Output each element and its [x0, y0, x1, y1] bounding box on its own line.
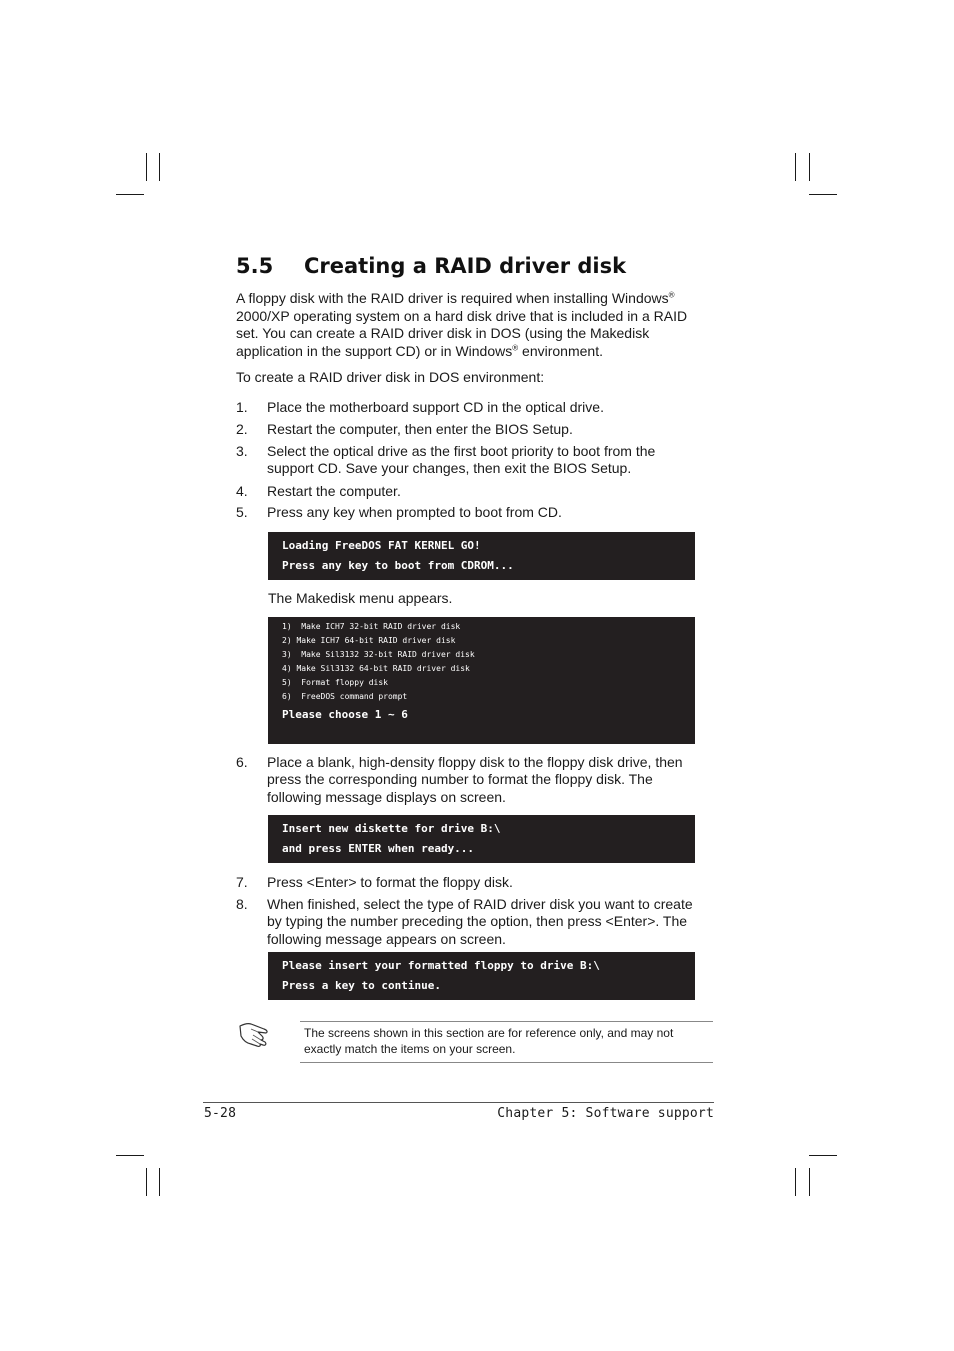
- intro-line3: set. You can create a RAID driver disk in DOS (using the Makedisk: [236, 325, 650, 341]
- intro-line4b: environment.: [518, 342, 603, 359]
- terminal-line: and press ENTER when ready...: [282, 842, 475, 855]
- menu-option: 5) Format floppy disk: [282, 678, 388, 687]
- note-text: [304, 1026, 709, 1057]
- crop-mark: [146, 1168, 147, 1196]
- lead-text: To create a RAID driver disk in DOS environment:: [236, 369, 545, 385]
- menu-option: 6) FreeDOS command prompt: [282, 692, 408, 701]
- menu-option: 3) Make Sil3132 32-bit RAID driver disk: [282, 650, 475, 659]
- menu-caption: The Makedisk menu appears.: [268, 590, 453, 606]
- step-line: Restart the computer, then enter the BIOS Setup.: [267, 421, 573, 437]
- terminal-line: Insert new diskette for drive B:\: [282, 822, 501, 835]
- crop-mark: [159, 153, 160, 181]
- makedisk-menu-screen: [268, 617, 695, 744]
- note-top-rule: [300, 1021, 713, 1022]
- intro-line4a: application in the support CD) or in Windows: [236, 342, 513, 359]
- intro-line: [236, 290, 706, 308]
- step-line: support CD. Save your changes, then exit the BIOS Setup.: [267, 460, 632, 477]
- menu-prompt: Please choose 1 ~ 6: [282, 708, 408, 721]
- chapter-title: Chapter 5: Software support: [497, 1106, 714, 1121]
- step-line: Select the optical drive as the first boot priority to boot from the: [267, 443, 656, 459]
- insert-diskette-screen: [268, 815, 695, 863]
- crop-mark: [116, 1155, 144, 1156]
- step-line: by typing the number preceding the option, then press <Enter>. The: [267, 913, 688, 930]
- section-title: Creating a RAID driver disk: [304, 254, 627, 278]
- registered-mark: ®: [668, 290, 675, 300]
- intro-line1: A floppy disk with the RAID driver is required when installing Windows: [236, 290, 669, 306]
- intro-line2: 2000/XP operating system on a hard disk drive that is included in a RAID: [236, 307, 688, 324]
- insert-floppy-screen: [268, 952, 695, 1000]
- step-text: [267, 754, 709, 806]
- intro-paragraph: [236, 290, 706, 360]
- hand-pointing-icon: [238, 1018, 274, 1048]
- boot-screen: [268, 532, 695, 580]
- step-line: following message displays on screen.: [267, 788, 506, 805]
- step-number: 4.: [236, 483, 248, 499]
- crop-mark: [795, 1168, 796, 1196]
- step-text: [267, 483, 709, 500]
- footer-rule: [203, 1102, 714, 1103]
- step-number: 5.: [236, 504, 248, 520]
- step-number: 7.: [236, 874, 248, 890]
- step-line: Press any key when prompted to boot from CD.: [267, 504, 562, 520]
- step-text: [267, 443, 709, 478]
- crop-mark: [809, 153, 810, 181]
- terminal-line: Loading FreeDOS FAT KERNEL GO!: [282, 539, 481, 552]
- step-text: [267, 399, 709, 416]
- terminal-line: Press a key to continue.: [282, 979, 441, 992]
- section-number: 5.5: [236, 254, 274, 278]
- note-line: The screens shown in this section are for reference only, and may not: [304, 1026, 674, 1040]
- crop-mark: [159, 1168, 160, 1196]
- step-text: [267, 874, 709, 891]
- crop-mark: [809, 1155, 837, 1156]
- intro-line: [236, 343, 706, 361]
- step-number: 6.: [236, 754, 248, 770]
- step-text: [267, 421, 709, 438]
- step-line: Place a blank, high-density floppy disk to the floppy disk drive, then: [267, 754, 683, 770]
- crop-mark: [116, 194, 144, 195]
- crop-mark: [795, 153, 796, 181]
- terminal-line: Please insert your formatted floppy to drive B:\: [282, 959, 600, 972]
- terminal-line: Press any key to boot from CDROM...: [282, 559, 514, 572]
- registered-mark: ®: [512, 342, 519, 352]
- crop-mark: [809, 194, 837, 195]
- step-line: Press <Enter> to format the floppy disk.: [267, 874, 513, 890]
- page-number: 5-28: [204, 1106, 237, 1121]
- note-line: exactly match the items on your screen.: [304, 1041, 516, 1056]
- step-line: When finished, select the type of RAID driver disk you want to create: [267, 896, 693, 912]
- step-text: [267, 896, 709, 948]
- crop-mark: [809, 1168, 810, 1196]
- menu-option: 1) Make ICH7 32-bit RAID driver disk: [282, 622, 461, 631]
- step-number: 8.: [236, 896, 248, 912]
- step-number: 2.: [236, 421, 248, 437]
- step-number: 3.: [236, 443, 248, 459]
- menu-option: 4) Make Sil3132 64-bit RAID driver disk: [282, 664, 470, 673]
- step-line: press the corresponding number to format the floppy disk. The: [267, 771, 653, 788]
- step-line: Place the motherboard support CD in the optical drive.: [267, 399, 604, 415]
- step-line: following message appears on screen.: [267, 930, 506, 947]
- step-line: Restart the computer.: [267, 483, 401, 499]
- section-heading: [236, 254, 626, 278]
- step-text: [267, 504, 709, 521]
- step-number: 1.: [236, 399, 248, 415]
- note-bottom-rule: [300, 1062, 713, 1063]
- crop-mark: [146, 153, 147, 181]
- menu-option: 2) Make ICH7 64-bit RAID driver disk: [282, 636, 456, 645]
